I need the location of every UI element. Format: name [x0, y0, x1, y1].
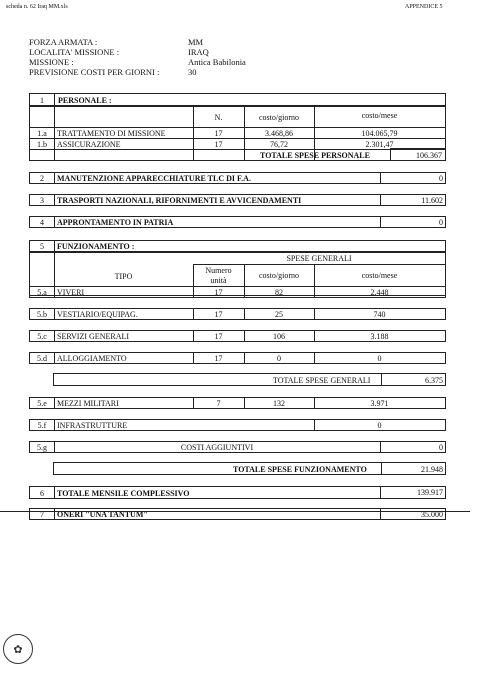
s5-title: FUNZIONAMENTO :	[57, 242, 135, 251]
stamp-seal	[3, 634, 33, 664]
s5c-row	[29, 330, 446, 342]
s5d-n: 17	[214, 354, 223, 363]
s6-title: TOTALE MENSILE COMPLESSIVO	[57, 489, 190, 498]
appendix-label: APPENDICE 5	[405, 4, 443, 10]
s3-row	[29, 194, 446, 206]
s5b-code: 5.b	[37, 310, 47, 319]
s5-num: 5	[40, 242, 44, 251]
s5-col-month: costo/mese	[361, 271, 398, 280]
s5-tot-generali-label: TOTALE SPESE GENERALI	[273, 376, 371, 385]
info-value-missione: Antica Babilonia	[188, 57, 246, 67]
s1-row2-month: 2.301,47	[365, 140, 394, 149]
s1-num: 1	[40, 96, 44, 105]
s5d-code: 5.d	[37, 354, 47, 363]
s7-title: ONERI "UNA TANTUM"	[57, 510, 148, 519]
s5-tot-generali: 6.375	[425, 376, 443, 385]
s5b-day: 25	[275, 310, 283, 319]
s5f-month: 0	[377, 421, 382, 430]
s5a-code: 5.a	[37, 288, 47, 297]
info-value-forza: MM	[188, 37, 204, 47]
s1-row1-month: 104.065,79	[361, 129, 398, 138]
s1-row1-label: TRATTAMENTO DI MISSIONE	[57, 129, 166, 138]
s5e-row	[29, 397, 446, 409]
s1-row2-label: ASSICURAZIONE	[57, 140, 121, 149]
s5c-code: 5.c	[37, 332, 47, 341]
s5d-day: 0	[277, 354, 281, 363]
s1-row2-code: 1.b	[37, 140, 47, 149]
s5-col-unita: unità	[210, 276, 227, 285]
s5c-label: SERVIZI GENERALI	[57, 332, 130, 341]
s4-row	[29, 216, 446, 228]
s5d-label: ALLOGGIAMENTO	[57, 354, 127, 363]
s1-row2-n: 17	[214, 140, 223, 149]
s5e-label: MEZZI MILITARI	[57, 399, 119, 408]
s5f-code: 5.f	[37, 421, 47, 430]
info-values	[188, 37, 246, 77]
s5-col-day: costo/giorno	[259, 271, 299, 280]
s5e-day: 132	[273, 399, 285, 408]
s2-value: 0	[439, 174, 443, 183]
info-label-localita: LOCALITA' MISSIONE :	[29, 47, 120, 57]
s5d-row	[29, 352, 446, 364]
s5a-label: VIVERI	[57, 288, 85, 297]
s7-num: 7	[40, 510, 44, 519]
s1-header	[29, 93, 446, 106]
s1-table	[29, 106, 446, 161]
info-labels	[29, 37, 159, 77]
s5g-code: 5.g	[37, 443, 47, 452]
s1-total-label: TOTALE SPESE PERSONALE	[260, 151, 370, 160]
s7-row	[29, 508, 446, 520]
s5a-day: 82	[275, 288, 283, 297]
s5e-n: 7	[216, 399, 221, 408]
s4-title: APPRONTAMENTO IN PATRIA	[57, 218, 174, 227]
s5e-month: 3.971	[370, 399, 389, 408]
s2-title: MANUTENZIONE APPARECCHIATURE TLC DI F.A.	[57, 174, 251, 183]
s5-col-numero: Numero	[205, 266, 232, 275]
s5c-n: 17	[214, 332, 223, 341]
s3-value: 11.602	[421, 196, 443, 205]
info-label-giorni: PREVISIONE COSTI PER GIORNI :	[29, 67, 160, 77]
stamp-icon: ✿	[13, 643, 23, 656]
s5-tot: 21.948	[421, 465, 443, 474]
s5c-day: 106	[273, 332, 285, 341]
s5e-code: 5.e	[37, 399, 47, 408]
s1-title: PERSONALE :	[58, 96, 112, 105]
s5g-label: COSTI AGGIUNTIVI	[180, 443, 254, 452]
s5b-label: VESTIARIO/EQUIPAG.	[57, 310, 138, 319]
s1-row1-n: 17	[214, 129, 223, 138]
s6-num: 6	[40, 489, 44, 498]
s5-spese-generali: SPESE GENERALI	[286, 254, 352, 263]
s5f-row	[29, 419, 446, 431]
strike-line	[0, 511, 470, 512]
s5-col-tipo: TIPO	[114, 272, 133, 281]
s5-tot-label: TOTALE SPESE FUNZIONAMENTO	[233, 465, 367, 474]
s2-row	[29, 172, 446, 184]
s2-num: 2	[40, 174, 44, 183]
s3-title: TRASPORTI NAZIONALI, RIFORNIMENTI E AVVICENDAMENTI	[57, 196, 302, 205]
s6-value: 139.917	[417, 488, 443, 497]
s5d-month: 0	[377, 354, 382, 363]
s5b-month: 740	[373, 310, 386, 319]
s7-value: 35.000	[421, 510, 443, 519]
s1-col-day: costo/giorno	[259, 113, 299, 122]
s5-tot-row	[53, 462, 446, 475]
s5g-value: 0	[439, 443, 443, 452]
info-value-localita: IRAQ	[188, 47, 209, 57]
s5b-n: 17	[214, 310, 223, 319]
s5-header	[29, 240, 446, 252]
s1-row1-day: 3.468,86	[265, 129, 293, 138]
s1-col-month: costo/mese	[361, 111, 398, 120]
s5c-month: 3.188	[370, 332, 389, 341]
s5a-month: 2.448	[370, 288, 389, 297]
s5f-label: INFRASTRUTTURE	[57, 421, 128, 430]
s5a-row	[29, 286, 446, 298]
s5g-row	[29, 441, 446, 453]
s1-row1-code: 1.a	[37, 129, 47, 138]
s4-num: 4	[40, 218, 44, 227]
s5-tot-generali-row	[53, 373, 446, 386]
info-label-forza: FORZA ARMATA :	[29, 37, 98, 47]
s5a-n: 17	[214, 288, 223, 297]
info-label-missione: MISSIONE :	[29, 57, 74, 67]
s1-row2-day: 76,72	[270, 140, 288, 149]
s1-total: 106.367	[416, 151, 442, 160]
s4-value: 0	[439, 218, 443, 227]
s3-num: 3	[40, 196, 44, 205]
info-value-giorni: 30	[188, 67, 197, 77]
s1-total-box	[390, 148, 446, 161]
s1-col-n: N.	[214, 113, 223, 122]
s6-row	[29, 486, 446, 499]
file-name: scheda n. 62 Iraq MM.xls	[6, 4, 68, 10]
s5b-row	[29, 308, 446, 320]
